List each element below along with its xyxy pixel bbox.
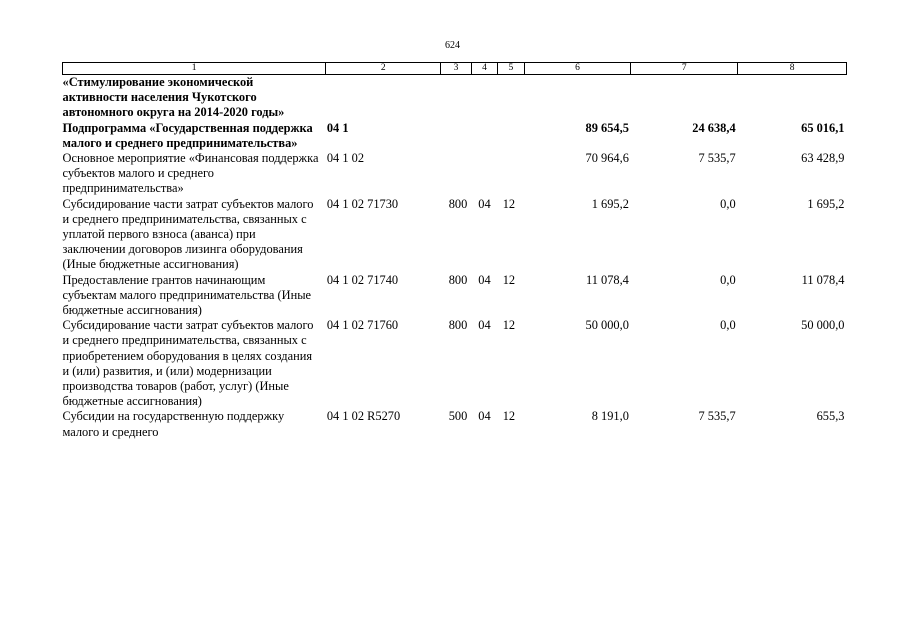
row-name <box>63 121 326 151</box>
table-body <box>63 75 847 440</box>
row-expense-type <box>441 75 472 121</box>
row-value-2: 65 016,1 <box>801 120 845 135</box>
row-code: 04 1 02 R5270 <box>326 409 401 424</box>
table-row <box>63 121 847 151</box>
row-value-2: 63 428,9 <box>801 151 845 166</box>
budget-table <box>62 62 847 440</box>
table-header <box>63 63 847 75</box>
column-number-1: 1 <box>63 63 326 75</box>
page-number: 624 <box>445 40 460 51</box>
row-subsection: 12 <box>502 409 516 424</box>
row-total: 11 078,4 <box>585 272 629 287</box>
row-name <box>63 151 326 197</box>
row-subsection <box>498 75 524 121</box>
row-value-2: 1 695,2 <box>807 196 845 211</box>
row-name-text: Предоставление грантов начинающим субъектам малого предпринимательства (Иные бюджетные ассигнования) <box>62 272 312 318</box>
row-name-text: Подпрограмма «Государственная поддержка малого и среднего предпринимательства» <box>62 120 313 150</box>
row-code: 04 1 02 <box>326 151 365 166</box>
row-value-1: 7 535,7 <box>698 151 736 166</box>
row-subsection: 12 <box>502 196 516 211</box>
row-name <box>63 409 326 439</box>
table-row <box>63 151 847 197</box>
row-section <box>471 75 497 121</box>
row-section: 04 <box>478 196 491 211</box>
row-subsection: 12 <box>502 272 516 287</box>
row-name-text: Субсидирование части затрат субъектов малого и среднего предпринимательства, связанных с уплатой первого взноса (аванса) при заключении договоров лизинга оборудования (Иные бюджетные ассигнования) <box>62 196 314 272</box>
row-total: 70 964,6 <box>585 151 629 166</box>
row-section: 04 <box>478 272 491 287</box>
row-value-2: 655,3 <box>816 409 845 424</box>
row-value-1: 0,0 <box>720 318 736 333</box>
row-value-1: 7 535,7 <box>698 409 736 424</box>
row-value-2: 11 078,4 <box>801 272 845 287</box>
row-code: 04 1 02 71760 <box>326 318 399 333</box>
row-value-1 <box>631 75 738 121</box>
column-number-8: 8 <box>738 63 847 75</box>
row-code: 04 1 02 71740 <box>326 272 399 287</box>
row-value-2: 50 000,0 <box>801 318 845 333</box>
column-number-6: 6 <box>524 63 631 75</box>
row-subsection: 12 <box>502 318 516 333</box>
row-expense-type <box>441 121 472 151</box>
table-row <box>63 318 847 409</box>
row-name-text: Субсидии на государственную поддержку малого и среднего <box>62 409 285 439</box>
row-name <box>63 75 326 121</box>
row-total: 50 000,0 <box>585 318 629 333</box>
column-number-5: 5 <box>498 63 524 75</box>
row-total: 1 695,2 <box>591 196 629 211</box>
table-row <box>63 409 847 439</box>
row-expense-type <box>441 151 472 197</box>
table-row <box>63 273 847 319</box>
column-number-3: 3 <box>441 63 472 75</box>
row-name <box>63 197 326 273</box>
table-row <box>63 75 847 121</box>
row-value-1: 0,0 <box>720 196 736 211</box>
row-total: 8 191,0 <box>591 409 629 424</box>
column-number-4: 4 <box>471 63 497 75</box>
row-value-2 <box>738 75 847 121</box>
row-name-text: «Стимулирование экономической активности населения Чукотского автономного округа на 2014-2020 годы» <box>62 75 285 120</box>
row-value-1: 0,0 <box>720 272 736 287</box>
row-expense-type: 500 <box>448 409 468 424</box>
row-section <box>471 151 497 197</box>
row-code: 04 1 <box>326 120 349 135</box>
row-name <box>63 273 326 319</box>
row-section: 04 <box>478 409 491 424</box>
table-row <box>63 197 847 273</box>
row-total: 89 654,5 <box>585 120 629 135</box>
row-name-text: Субсидирование части затрат субъектов малого и среднего предпринимательства, связанных с приобретением оборудования в целях создания и (или) развития, и (или) модернизации производства товаров (работ, услуг) (Иные бюджетные ассигнования) <box>62 318 314 409</box>
row-total <box>524 75 631 121</box>
row-name <box>63 318 326 409</box>
row-code <box>326 75 441 121</box>
row-code: 04 1 02 71730 <box>326 196 399 211</box>
row-expense-type: 800 <box>448 196 468 211</box>
column-number-7: 7 <box>631 63 738 75</box>
column-number-2: 2 <box>326 63 441 75</box>
row-section <box>471 121 497 151</box>
row-value-1: 24 638,4 <box>692 120 736 135</box>
row-name-text: Основное мероприятие «Финансовая поддержка субъектов малого и среднего предпринимательства» <box>62 151 319 196</box>
header-row <box>63 63 847 75</box>
row-expense-type: 800 <box>448 272 468 287</box>
row-section: 04 <box>478 318 491 333</box>
row-subsection <box>498 121 524 151</box>
row-expense-type: 800 <box>448 318 468 333</box>
row-subsection <box>498 151 524 197</box>
